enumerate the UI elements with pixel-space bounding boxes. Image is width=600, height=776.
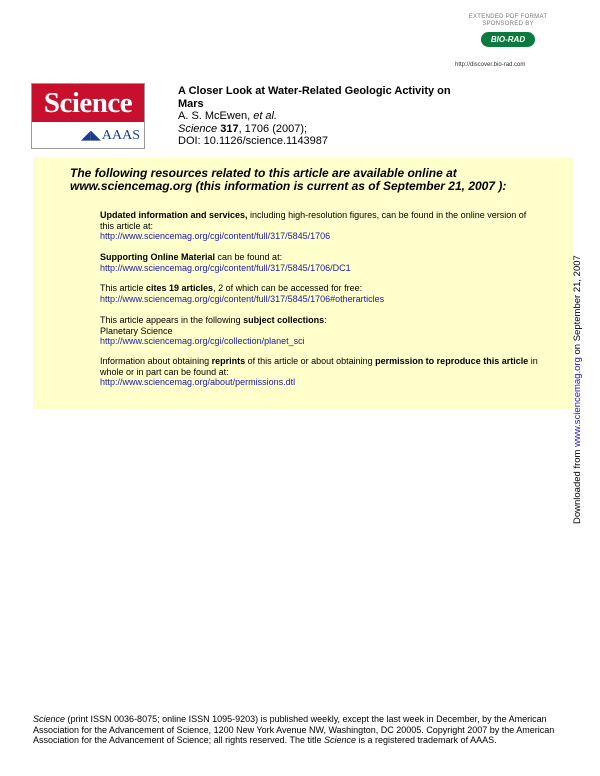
volume: 317	[220, 122, 239, 135]
sponsor-block	[448, 14, 568, 47]
article-citation	[178, 123, 478, 136]
collection-subject: Planetary Science	[100, 325, 173, 336]
cites-item	[100, 283, 540, 304]
footer-text1: (print ISSN 0036-8075; online ISSN 1095-9203) is published weekly, except the last week in December, by the American Association for the Advancement of Science, 1200 New York Avenue NW, Washington, DC 20005. Copyright 2007 by the American Association for the Advancement of Science; all rights reserved. The title	[33, 714, 555, 745]
sponsor-url[interactable]: http://discover.bio-rad.com	[455, 62, 526, 68]
supporting-bold: Supporting Online Material	[100, 252, 216, 262]
heading-line2: www.sciencemag.org (this information is current as of September 21, 2007 ):	[70, 179, 507, 193]
aaas-text: AAAS	[101, 128, 140, 143]
collections-post: :	[324, 315, 327, 325]
article-doi: DOI: 10.1126/science.1143987	[178, 135, 329, 147]
updated-text: including high-resolution figures, can be found in the online version of this article at:	[100, 210, 527, 231]
article-title: A Closer Look at Water-Related Geologic Activity on Mars	[178, 85, 451, 110]
footer-text2: is a registered trademark of AAAS.	[356, 735, 497, 745]
footer-notice	[33, 714, 560, 746]
updated-bold: Updated information and services,	[100, 210, 248, 220]
download-link[interactable]: www.sciencemag.org	[572, 357, 583, 447]
download-notice	[572, 224, 583, 524]
authors-text: A. S. McEwen,	[178, 110, 251, 122]
reprints-mid: of this article or about obtaining	[245, 356, 376, 366]
article-authors	[178, 110, 478, 123]
reprints-post: in whole or in part can be found at:	[100, 356, 538, 377]
collections-item	[100, 315, 540, 347]
permission-bold: permission to reproduce this article	[375, 356, 529, 366]
article-header	[178, 85, 478, 148]
sponsor-line1: EXTENDED PDF FORMAT	[468, 14, 548, 20]
heading-line1: The following resources related to this article are available online at	[70, 166, 457, 180]
permissions-link[interactable]: http://www.sciencemag.org/about/permissions.dtl	[100, 377, 296, 387]
aaas-logo	[32, 124, 140, 147]
cites-bold: cites 19 articles	[146, 283, 214, 293]
supporting-link[interactable]: http://www.sciencemag.org/cgi/content/full/317/5845/1706/DC1	[100, 262, 351, 273]
resources-heading	[70, 167, 550, 193]
cites-text: , 2 of which can be accessed for free:	[213, 283, 363, 293]
resources-box	[33, 157, 573, 410]
aaas-icon: ◢◣	[80, 127, 101, 142]
collections-bold: subject collections	[243, 315, 325, 325]
science-wordmark: Science	[32, 84, 144, 122]
science-logo	[31, 83, 145, 149]
supporting-text: can be found at:	[215, 252, 283, 262]
reprints-item	[100, 356, 540, 388]
biorad-logo[interactable]: BIO-RAD	[481, 32, 535, 47]
pages-year: , 1706 (2007);	[238, 122, 308, 135]
cites-link[interactable]: http://www.sciencemag.org/cgi/content/full/317/5845/1706#otherarticles	[100, 293, 385, 304]
supporting-material-item	[100, 252, 540, 273]
cites-pre: This article	[100, 283, 147, 293]
reprints-pre: Information about obtaining	[100, 356, 212, 366]
journal-name: Science	[178, 122, 218, 135]
footer-journal2: Science	[323, 735, 357, 745]
sponsor-line2: SPONSORED BY	[482, 21, 534, 27]
download-post: on September 21, 2007	[572, 255, 583, 358]
et-al: et al.	[253, 110, 278, 122]
footer-journal: Science	[33, 714, 66, 724]
reprints-bold: reprints	[211, 356, 246, 366]
collections-pre: This article appears in the following	[100, 315, 244, 325]
updated-info-item	[100, 210, 540, 242]
download-pre: Downloaded from	[572, 446, 583, 524]
updated-link[interactable]: http://www.sciencemag.org/cgi/content/full/317/5845/1706	[100, 231, 331, 241]
collections-link[interactable]: http://www.sciencemag.org/cgi/collection/planet_sci	[100, 336, 305, 346]
